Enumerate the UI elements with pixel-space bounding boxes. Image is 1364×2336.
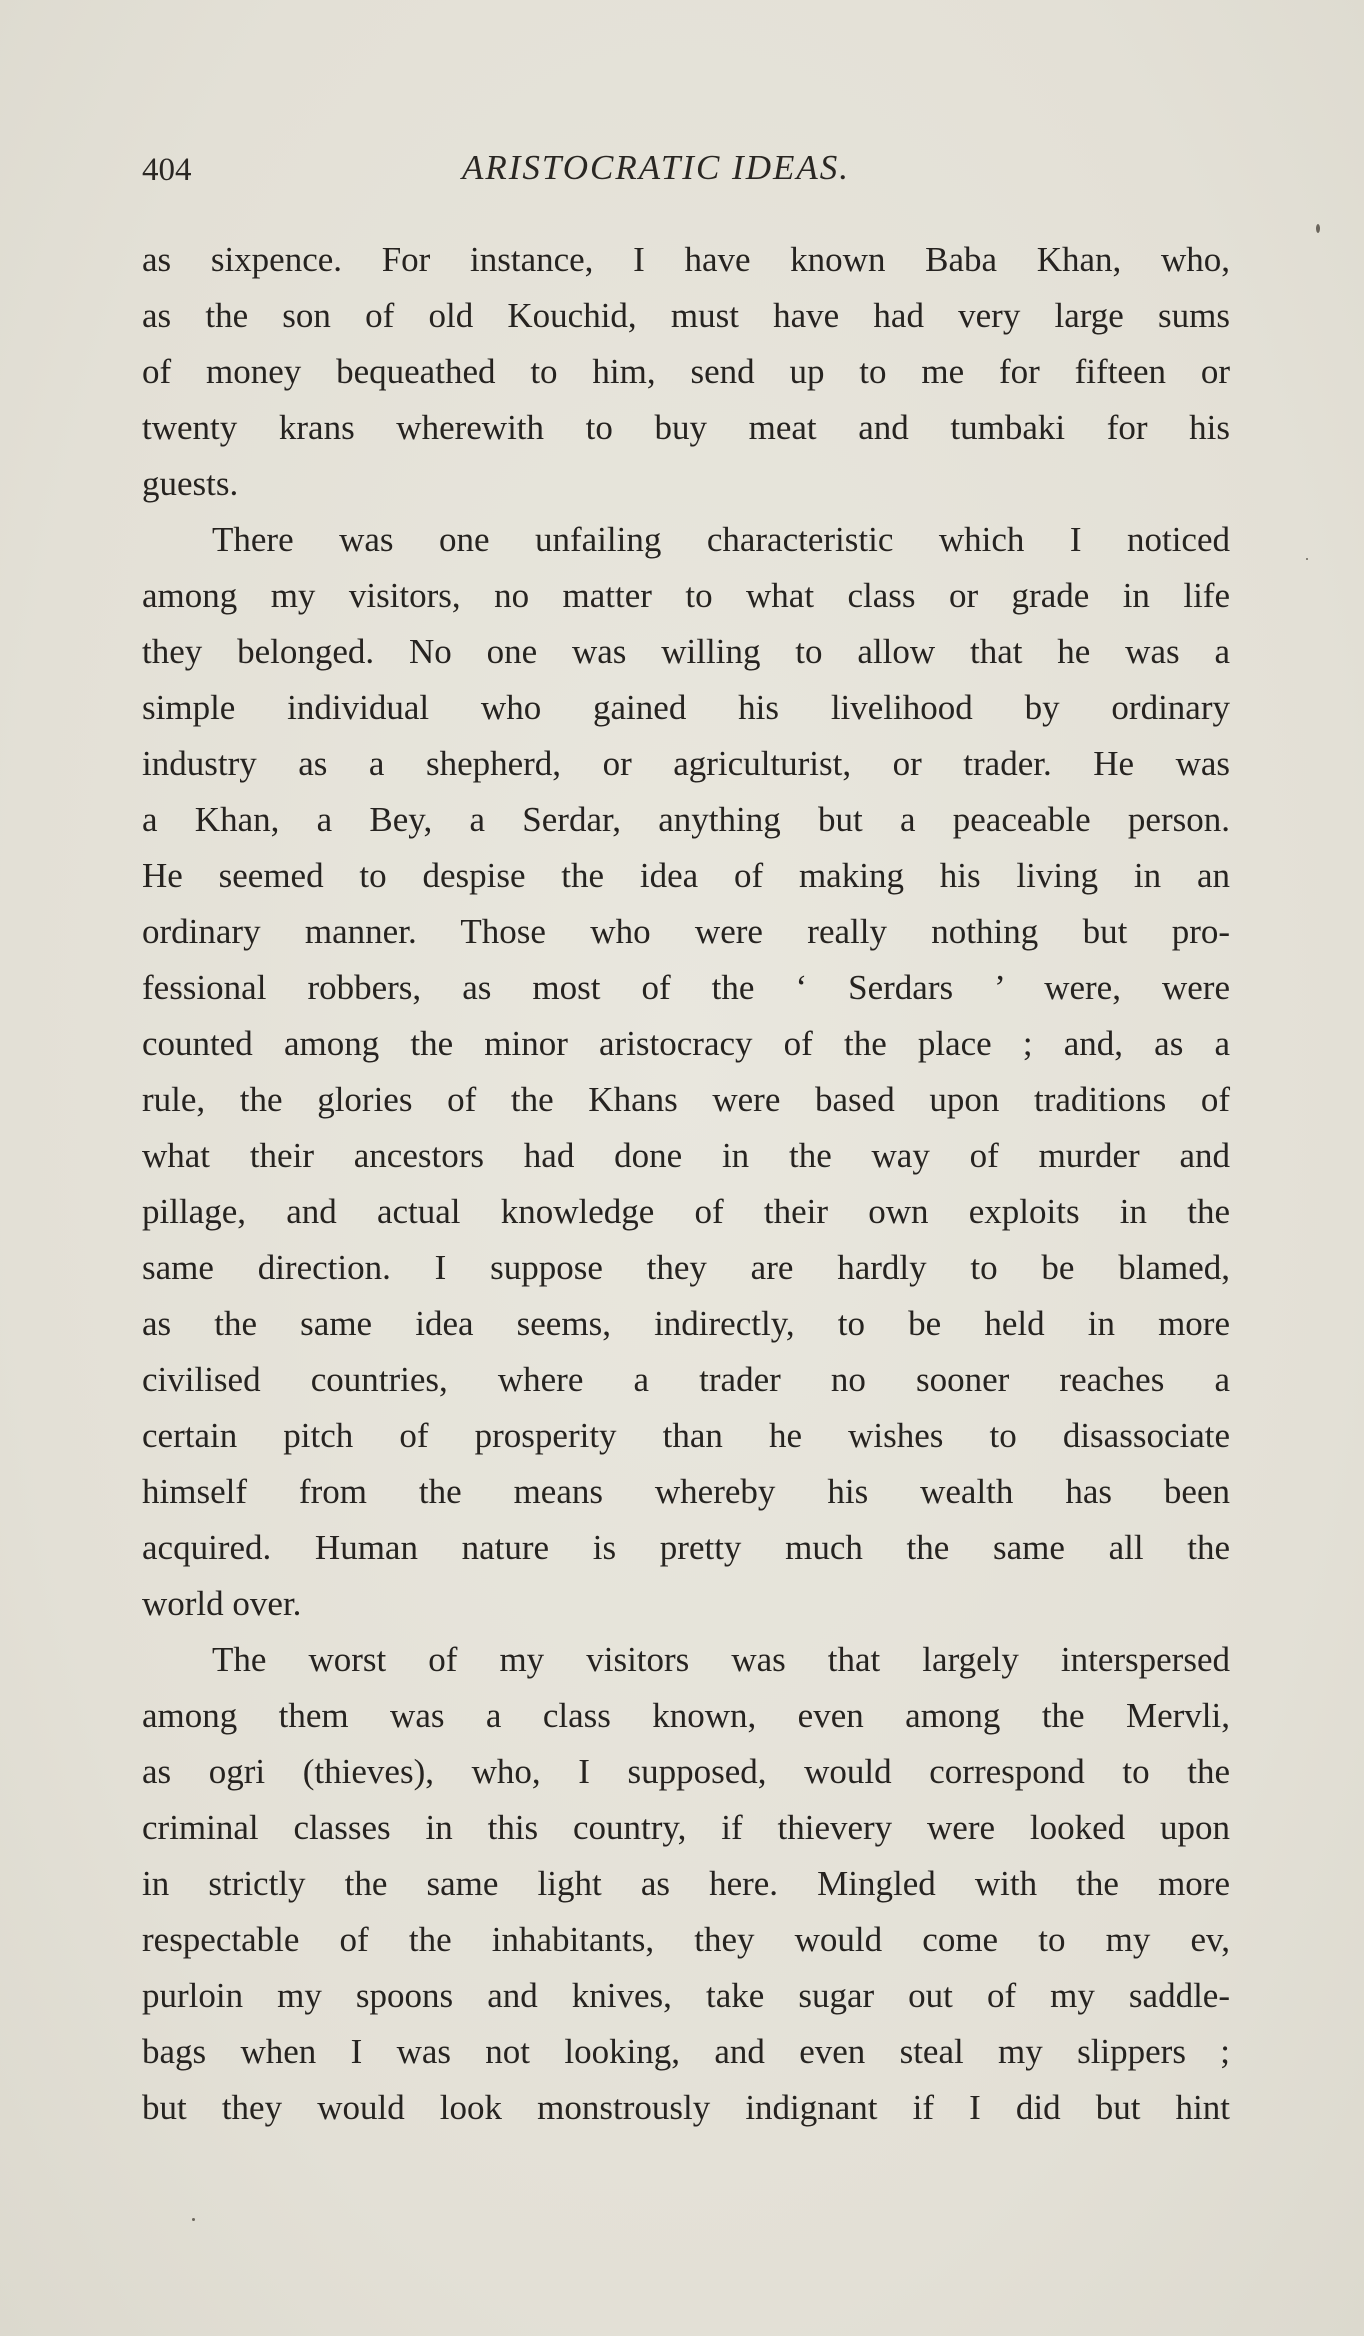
text-line: criminal classes in this country, if thievery were looked upon (142, 1808, 1230, 1847)
text-line: they belonged. No one was willing to allow that he was a (142, 632, 1230, 671)
paper-speck (192, 2218, 195, 2221)
text-line: rule, the glories of the Khans were based upon traditions of (142, 1080, 1230, 1119)
text-line: but they would look monstrously indignant if I did but hint (142, 2088, 1230, 2127)
text-line: pillage, and actual knowledge of their own exploits in the (142, 1192, 1230, 1231)
text-line: as the same idea seems, indirectly, to be held in more (142, 1304, 1230, 1343)
text-line: There was one unfailing characteristic which I noticed (212, 520, 1230, 559)
paragraph-2 (142, 512, 1230, 1632)
text-line: same direction. I suppose they are hardly to be blamed, (142, 1248, 1230, 1287)
text-line: among them was a class known, even among the Mervli, (142, 1696, 1230, 1735)
text-line: a Khan, a Bey, a Serdar, anything but a peaceable person. (142, 800, 1230, 839)
text-line: certain pitch of prosperity than he wishes to disassociate (142, 1416, 1230, 1455)
text-line: acquired. Human nature is pretty much the same all the (142, 1528, 1230, 1567)
text-line: world over. (142, 1584, 302, 1623)
text-line: counted among the minor aristocracy of the place ; and, as a (142, 1024, 1230, 1063)
text-line: purloin my spoons and knives, take sugar out of my saddle- (142, 1976, 1230, 2015)
text-line: The worst of my visitors was that largely interspersed (212, 1640, 1230, 1679)
paper-speck (1306, 558, 1308, 560)
text-line: among my visitors, no matter to what class or grade in life (142, 576, 1230, 615)
text-line: twenty krans wherewith to buy meat and tumbaki for his (142, 408, 1230, 447)
text-line: simple individual who gained his livelihood by ordinary (142, 688, 1230, 727)
text-line: in strictly the same light as here. Mingled with the more (142, 1864, 1230, 1903)
text-line: as the son of old Kouchid, must have had very large sums (142, 296, 1230, 335)
running-head: ARISTOCRATIC IDEAS. (462, 148, 850, 187)
text-line: civilised countries, where a trader no sooner reaches a (142, 1360, 1230, 1399)
text-line: He seemed to despise the idea of making his living in an (142, 856, 1230, 895)
text-line: bags when I was not looking, and even steal my slippers ; (142, 2032, 1230, 2071)
text-line: as sixpence. For instance, I have known Baba Khan, who, (142, 240, 1230, 279)
text-line: fessional robbers, as most of the ‘ Serdars ’ were, were (142, 968, 1230, 1007)
text-line: respectable of the inhabitants, they would come to my ev, (142, 1920, 1230, 1959)
text-line: ordinary manner. Those who were really nothing but pro- (142, 912, 1230, 951)
text-line: as ogri (thieves), who, I supposed, would correspond to the (142, 1752, 1230, 1791)
paragraph-1 (142, 232, 1230, 512)
body-text (142, 232, 1230, 2136)
text-line: of money bequeathed to him, send up to me for fifteen or (142, 352, 1230, 391)
paragraph-3 (142, 1632, 1230, 2136)
paper-speck (1316, 224, 1320, 233)
page-number: 404 (142, 152, 192, 188)
text-line: guests. (142, 464, 239, 503)
text-line: what their ancestors had done in the way of murder and (142, 1136, 1230, 1175)
text-line: himself from the means whereby his wealth has been (142, 1472, 1230, 1511)
text-line: industry as a shepherd, or agriculturist, or trader. He was (142, 744, 1230, 783)
page-header (142, 148, 1230, 198)
